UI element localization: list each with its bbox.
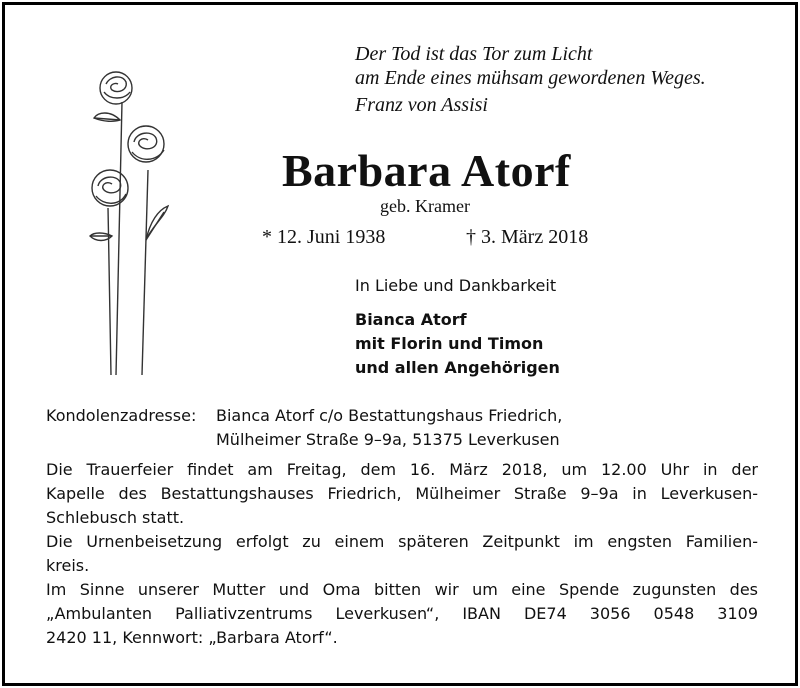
deceased-name: Barbara Atorf — [282, 145, 571, 196]
roses-illustration-icon — [80, 60, 190, 380]
quote-author: Franz von Assisi — [355, 94, 488, 116]
mourners-intro: In Liebe und Dankbarkeit — [355, 276, 557, 295]
details-line: Die Urnenbeisetzung erfolgt zu einem späteren Zeitpunkt im engsten Familien- — [46, 532, 758, 551]
death-date: † 3. März 2018 — [466, 226, 589, 248]
quote-line-2: am Ende eines mühsam gewordenen Weges. — [355, 67, 706, 89]
condolence-label: Kondolenzadresse: — [46, 406, 197, 425]
mourner-line-1: Bianca Atorf — [355, 310, 467, 329]
details-line: Kapelle des Bestattungshauses Friedrich, Mülheimer Straße 9–9a in Leverkusen- — [46, 484, 758, 503]
details-line: Die Trauerfeier findet am Freitag, dem 16. März 2018, um 12.00 Uhr in der — [46, 460, 758, 479]
mourner-line-2: mit Florin und Timon — [355, 334, 544, 353]
details-line: 2420 11, Kennwort: „Barbara Atorf“. — [46, 628, 338, 647]
details-line: kreis. — [46, 556, 90, 575]
mourner-line-3: und allen Angehörigen — [355, 358, 560, 377]
details-line: Schlebusch statt. — [46, 508, 185, 527]
birth-name: geb. Kramer — [380, 196, 470, 216]
quote-line-1: Der Tod ist das Tor zum Licht — [355, 43, 593, 65]
condolence-address-line-1: Bianca Atorf c/o Bestattungshaus Friedrich, — [216, 406, 563, 425]
details-line: „Ambulanten Palliativzentrums Leverkusen“, IBAN DE74 3056 0548 3109 — [46, 604, 758, 623]
condolence-address-line-2: Mülheimer Straße 9–9a, 51375 Leverkusen — [216, 430, 560, 449]
details-line: Im Sinne unserer Mutter und Oma bitten wir um eine Spende zugunsten des — [46, 580, 758, 599]
birth-date: * 12. Juni 1938 — [262, 226, 386, 248]
